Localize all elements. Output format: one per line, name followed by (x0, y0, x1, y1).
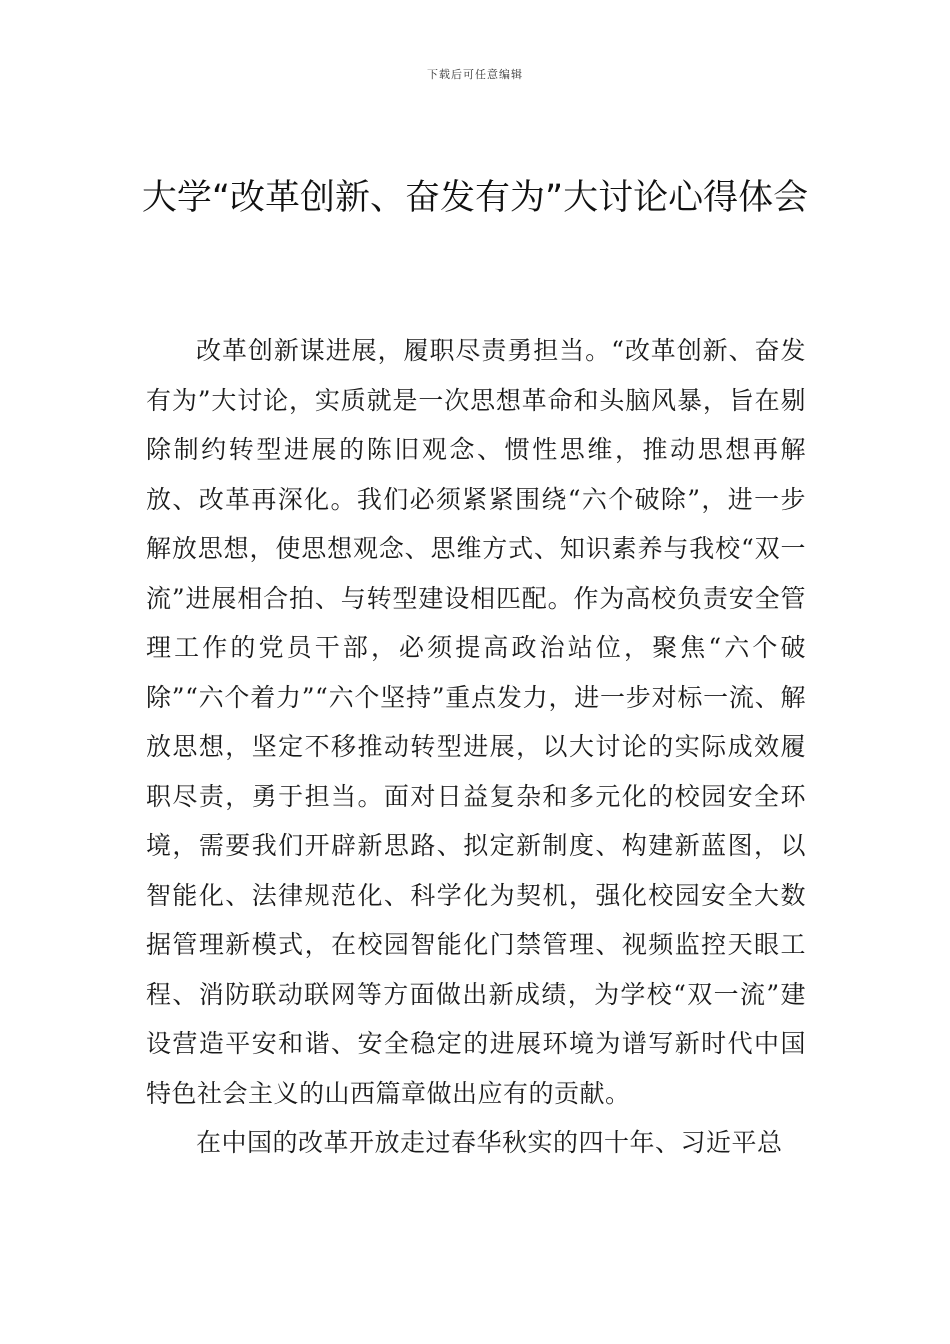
document-title: 大学“改革创新、奋发有为”大讨论心得体会 (141, 178, 809, 218)
page-header-note: 下载后可任意编辑 (427, 68, 523, 81)
body-paragraph: 在中国的改革开放走过春华秋实的四十年、习近平总 (196, 1128, 783, 1157)
document-body (146, 326, 806, 1168)
body-paragraph: 改革创新谋进展，履职尽责勇担当。“改革创新、奋发有为”大讨论，实质就是一次思想革命和头脑风暴，旨在剔除制约转型进展的陈旧观念、惯性思维，推动思想再解放、改革再深化。我们必须紧紧围绕“六个破除”，进一步解放思想，使思想观念、思维方式、知识素养与我校“双一流”进展相合拍、与转型建设相匹配。作为高校负责安全管理工作的党员干部，必须提高政治站位，聚焦“六个破除”“六个着力”“六个坚持”重点发力，进一步对标一流、解放思想，坚定不移推动转型进展，以大讨论的实际成效履职尽责，勇于担当。面对日益复杂和多元化的校园安全环境，需要我们开辟新思路、拟定新制度、构建新蓝图，以智能化、法律规范化、科学化为契机，强化校园安全大数据管理新模式，在校园智能化门禁管理、视频监控天眼工程、消防联动联网等方面做出新成绩，为学校“双一流”建设营造平安和谐、安全稳定的进展环境为谱写新时代中国特色社会主义的山西篇章做出应有的贡献。 (146, 336, 806, 1108)
